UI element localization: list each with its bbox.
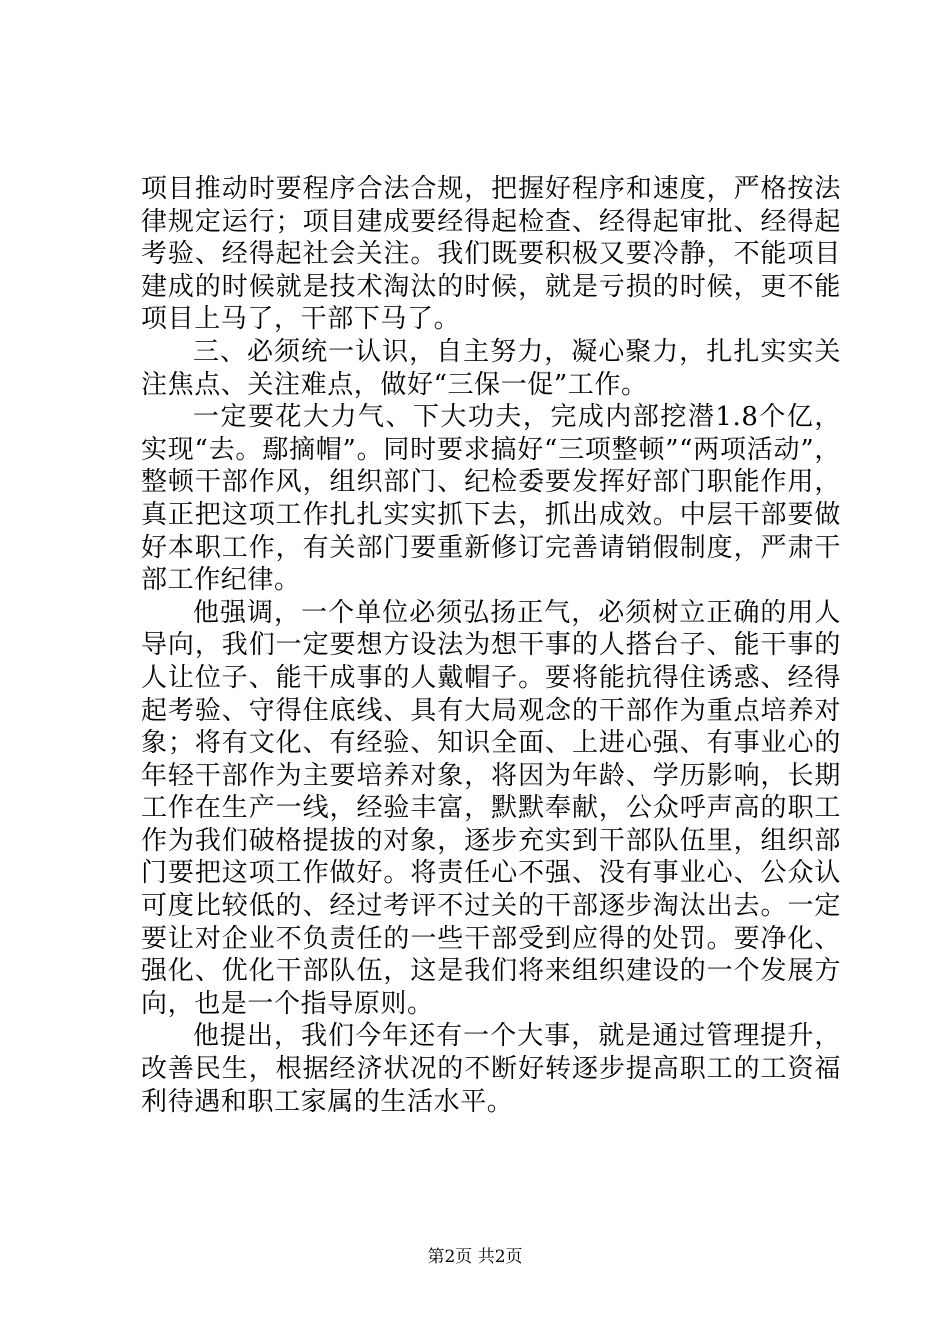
paragraph-1: 项目推动时要程序合法合规，把握好程序和速度，严格按法律规定运行；项目建成要经得起检查、经得起审批、经得起考验、经得起社会关注。我们既要积极又要冷静，不能项目建成的时候就是技术淘汰的时候，就是亏损的时候，更不能项目上马了，干部下马了。 [141, 174, 841, 335]
page-number-footer: 第2页 共2页 [427, 1247, 523, 1267]
paragraph-4: 他强调，一个单位必须弘扬正气，必须树立正确的用人导向，我们一定要想方设法为想干事的人搭台子、能干事的人让位子、能干成事的人戴帽子。要将能抗得住诱惑、经得起考验、守得住底线、具有大局观念的干部作为重点培养对象；将有文化、有经验、知识全面、上进心强、有事业心的年轻干部作为主要培养对象，将因为年龄、学历影响，长期工作在生产一线，经验丰富，默默奉献，公众呼声高的职工作为我们破格提拔的对象，逐步充实到干部队伍里，组织部门要把这项工作做好。将责任心不强、没有事业心、公众认可度比较低的、经过考评不过关的干部逐步淘汰出去。一定要让对企业不负责任的一些干部受到应得的处罚。要净化、强化、优化干部队伍，这是我们将来组织建设的一个发展方向，也是一个指导原则。 [141, 597, 841, 1019]
paragraph-5: 他提出，我们今年还有一个大事，就是通过管理提升，改善民生，根据经济状况的不断好转逐步提高职工的工资福利待遇和职工家属的生活水平。 [141, 1021, 841, 1117]
document-body [141, 173, 841, 1118]
paragraph-2: 三、必须统一认识，自主努力，凝心聚力，扎扎实实关注焦点、关注难点，做好“三保一促”工作。 [141, 336, 841, 400]
paragraph-3: 一定要花大力气、下大功夫，完成内部挖潜1.8个亿，实现“去。鄢摘帽”。同时要求搞好“三项整顿”“两项活动”，整顿干部作风，组织部门、纪检委要发挥好部门职能作用，真正把这项工作扎扎实实抓下去，抓出成效。中层干部要做好本职工作，有关部门要重新修订完善请销假制度，严肃干部工作纪律。 [141, 402, 841, 596]
